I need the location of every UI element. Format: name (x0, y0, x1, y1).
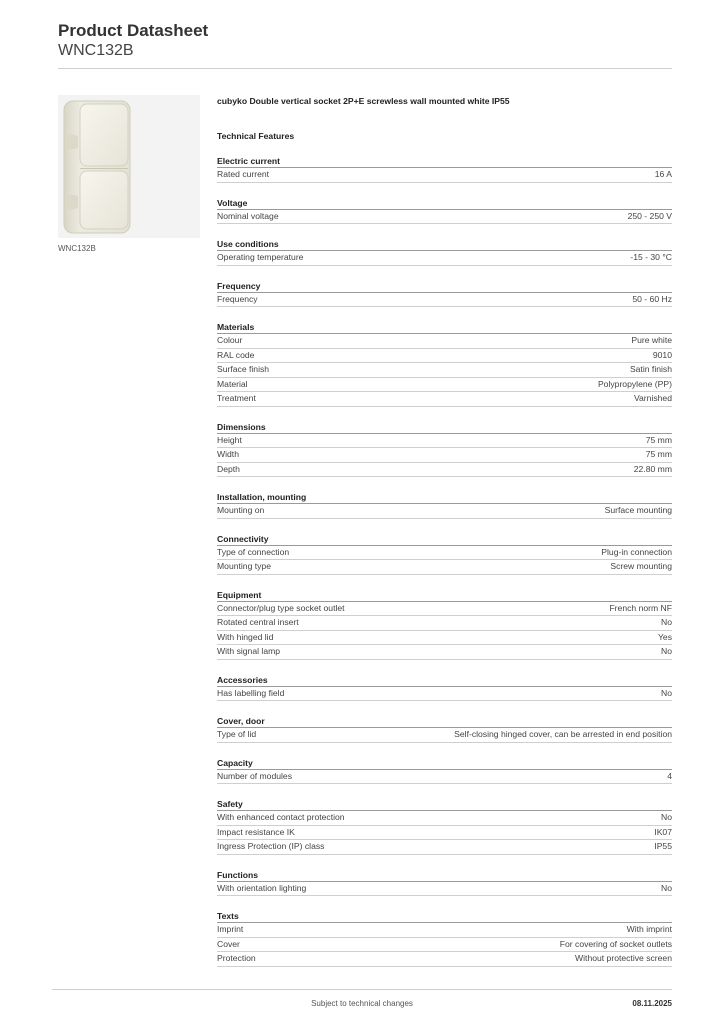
spec-value: 50 - 60 Hz (632, 293, 672, 304)
spec-row (217, 448, 672, 463)
section-title: Functions (217, 870, 672, 882)
feature-sections (217, 156, 672, 967)
section-title: Installation, mounting (217, 492, 672, 504)
spec-label: Number of modules (217, 770, 292, 781)
spec-value: Self-closing hinged cover, can be arrested in end position (454, 729, 672, 739)
spec-label: Depth (217, 463, 240, 474)
feature-section (217, 675, 672, 702)
image-caption: WNC132B (58, 244, 96, 253)
spec-value: 75 mm (645, 449, 672, 459)
spec-value: Screw mounting (610, 561, 672, 571)
spec-value: With imprint (626, 924, 672, 934)
feature-section (217, 758, 672, 785)
feature-section (217, 156, 672, 183)
spec-value: No (661, 882, 672, 893)
spec-label: Type of connection (217, 546, 290, 557)
section-title: Dimensions (217, 422, 672, 434)
spec-row (217, 349, 672, 364)
section-title: Materials (217, 322, 672, 334)
spec-row (217, 392, 672, 407)
socket-product-photo-icon (58, 95, 200, 238)
section-title: Accessories (217, 675, 672, 687)
spec-row (217, 251, 672, 266)
product-code: WNC132B (58, 42, 134, 59)
spec-label: Impact resistance IK (217, 826, 295, 837)
feature-section (217, 198, 672, 225)
spec-row (217, 923, 672, 938)
spec-label: Rotated central insert (217, 617, 299, 627)
feature-section (217, 590, 672, 660)
spec-label: Treatment (217, 393, 256, 403)
spec-value: For covering of socket outlets (559, 938, 672, 949)
spec-label: Imprint (217, 924, 244, 934)
spec-label: Frequency (217, 293, 258, 304)
product-image (58, 95, 200, 238)
spec-label: Surface finish (217, 364, 270, 374)
feature-section (217, 422, 672, 478)
spec-label: Operating temperature (217, 252, 304, 262)
spec-label: With signal lamp (217, 646, 281, 656)
spec-label: With enhanced contact protection (217, 812, 345, 822)
spec-label: Connector/plug type socket outlet (217, 602, 345, 613)
spec-label: Rated current (217, 169, 270, 179)
spec-value: 75 mm (645, 434, 672, 445)
section-title: Frequency (217, 281, 672, 293)
spec-value: No (661, 687, 672, 698)
spec-value: 22.80 mm (633, 463, 672, 474)
spec-value: French norm NF (609, 602, 672, 613)
spec-value: 250 - 250 V (627, 210, 672, 221)
section-title: Use conditions (217, 239, 672, 251)
page-title: Product Datasheet (58, 21, 209, 40)
spec-label: Width (217, 449, 239, 459)
spec-value: No (661, 617, 672, 627)
spec-label: RAL code (217, 349, 255, 360)
spec-value: Yes (657, 631, 672, 642)
spec-label: Type of lid (217, 729, 257, 739)
spec-row (217, 293, 672, 308)
spec-label: Colour (217, 335, 243, 345)
spec-value: IK07 (654, 826, 672, 837)
spec-row (217, 840, 672, 855)
spec-label: Ingress Protection (IP) class (217, 841, 325, 851)
spec-row (217, 616, 672, 631)
feature-section (217, 911, 672, 967)
spec-row (217, 645, 672, 660)
page-header (58, 21, 208, 60)
section-title: Safety (217, 799, 672, 811)
section-title: Capacity (217, 758, 672, 770)
spec-row (217, 334, 672, 349)
feature-section (217, 870, 672, 897)
spec-row (217, 728, 672, 743)
spec-row (217, 631, 672, 646)
spec-value: No (661, 646, 672, 656)
spec-row (217, 463, 672, 478)
features-heading: Technical Features (217, 131, 295, 141)
spec-value: Plug-in connection (601, 546, 672, 557)
spec-row (217, 770, 672, 785)
spec-label: Mounting type (217, 561, 271, 571)
feature-section (217, 322, 672, 407)
spec-value: -15 - 30 °C (630, 252, 672, 262)
spec-value: Without protective screen (575, 953, 672, 963)
spec-value: No (661, 812, 672, 822)
spec-value: 9010 (652, 349, 672, 360)
spec-row (217, 811, 672, 826)
spec-row (217, 687, 672, 702)
spec-value: 4 (667, 770, 672, 781)
feature-section (217, 281, 672, 308)
product-title: cubyko Double vertical socket 2P+E screwless wall mounted white IP55 (217, 96, 510, 106)
technical-content (217, 96, 672, 967)
footer-note: Subject to technical changes (311, 999, 413, 1008)
spec-label: Protection (217, 953, 256, 963)
section-title: Equipment (217, 590, 672, 602)
spec-label: With orientation lighting (217, 882, 307, 893)
feature-section (217, 492, 672, 519)
spec-value: Polypropylene (PP) (597, 378, 672, 389)
section-title: Electric current (217, 156, 672, 168)
spec-row (217, 546, 672, 561)
spec-label: Height (217, 434, 242, 445)
spec-row (217, 210, 672, 225)
spec-value: Surface mounting (604, 505, 672, 515)
spec-row (217, 434, 672, 449)
spec-value: IP55 (654, 841, 672, 851)
spec-row (217, 826, 672, 841)
spec-row (217, 504, 672, 519)
footer-divider (52, 989, 672, 990)
spec-row (217, 378, 672, 393)
header-divider (58, 68, 672, 69)
spec-row (217, 363, 672, 378)
section-title: Texts (217, 911, 672, 923)
spec-value: Satin finish (629, 364, 672, 374)
spec-label: Cover (217, 938, 240, 949)
footer-date: 08.11.2025 (632, 999, 672, 1008)
feature-section (217, 716, 672, 743)
spec-row (217, 168, 672, 183)
spec-row (217, 952, 672, 967)
section-title: Cover, door (217, 716, 672, 728)
feature-section (217, 534, 672, 575)
spec-label: With hinged lid (217, 631, 274, 642)
spec-label: Material (217, 378, 248, 389)
feature-section (217, 239, 672, 266)
spec-label: Has labelling field (217, 687, 285, 698)
spec-row (217, 560, 672, 575)
spec-row (217, 882, 672, 897)
spec-value: 16 A (654, 169, 672, 179)
section-title: Voltage (217, 198, 672, 210)
section-title: Connectivity (217, 534, 672, 546)
spec-row (217, 938, 672, 953)
spec-label: Nominal voltage (217, 210, 279, 221)
spec-label: Mounting on (217, 505, 265, 515)
spec-value: Pure white (631, 335, 672, 345)
spec-value: Varnished (633, 393, 672, 403)
feature-section (217, 799, 672, 855)
spec-row (217, 602, 672, 617)
